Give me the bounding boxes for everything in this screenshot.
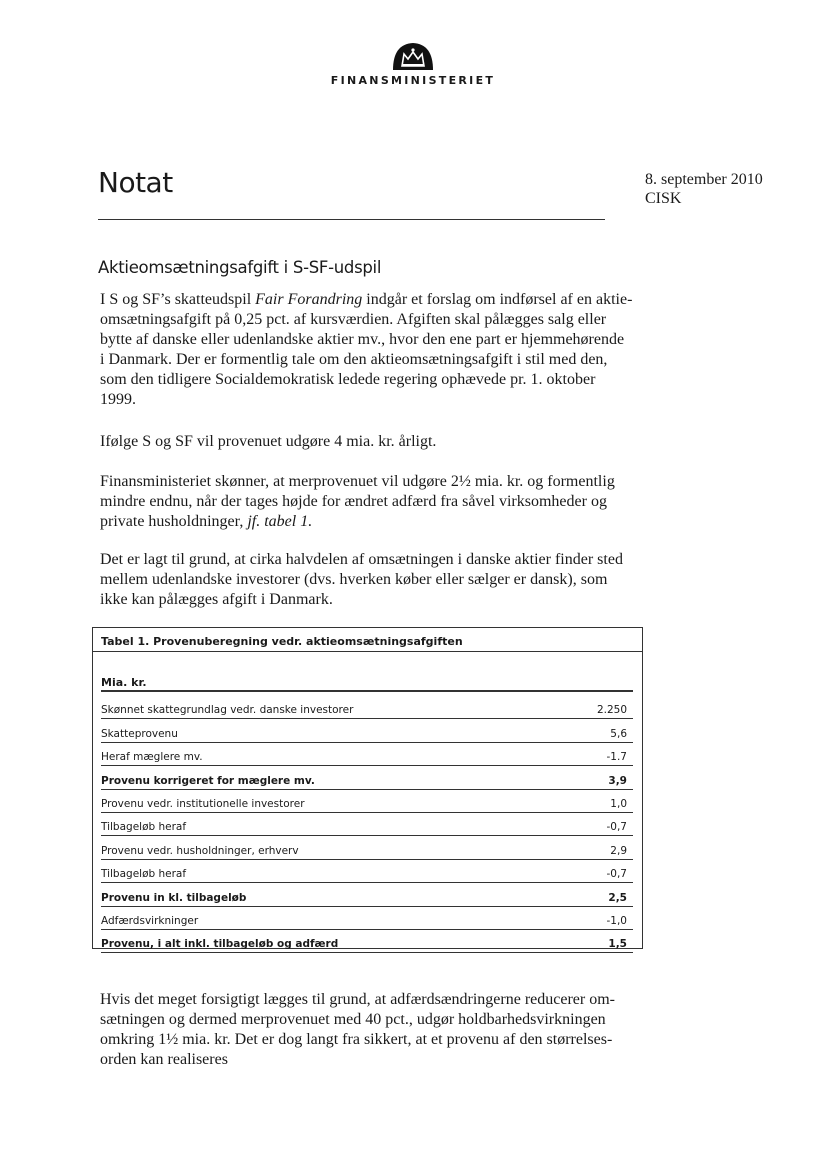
table-unit-divider — [101, 690, 633, 692]
paragraph-line: mindre endnu, når der tages højde for ændret adfærd fra såvel virksomheder og — [100, 493, 607, 510]
paragraph-5 — [100, 990, 640, 1070]
table-row-label: Tilbageløb heraf — [101, 821, 187, 834]
table-row-value: 1,0 — [610, 797, 627, 810]
table-row-value: -0,7 — [606, 821, 627, 834]
table-row-value: -1,0 — [606, 914, 627, 927]
table-row — [101, 930, 633, 953]
paragraph-line: orden kan realiseres — [100, 1051, 228, 1068]
paragraph-line: 1999. — [100, 391, 136, 408]
paragraph-line: mellem udenlandske investorer (dvs. hverken køber eller sælger er dansk), som — [100, 571, 608, 588]
table-row-value: 2.250 — [596, 704, 627, 717]
paragraph-line: Det er lagt til grund, at cirka halvdelen af omsætningen i danske aktier finder sted — [100, 551, 623, 568]
paragraph-line: som den tidligere Socialdemokratisk ledede regering ophævede pr. 1. oktober — [100, 371, 596, 388]
paragraph-line: Ifølge S og SF vil provenuet udgøre 4 mia. kr. årligt. — [100, 433, 437, 450]
table-rows — [101, 696, 633, 953]
crown-icon — [391, 40, 435, 72]
table-row — [101, 860, 633, 883]
paragraph-line: private husholdninger, jf. tabel 1. — [100, 513, 313, 530]
table-row — [101, 743, 633, 766]
table-row-value: 2,9 — [610, 844, 627, 857]
table-row-value: -1.7 — [606, 751, 627, 764]
ministry-logo — [0, 40, 826, 87]
table-row-label: Provenu, i alt inkl. tilbageløb og adfærd — [101, 938, 339, 951]
paragraph-line: Finansministeriet skønner, at merprovenuet vil udgøre 2½ mia. kr. og formentlig — [100, 473, 615, 490]
revenue-table — [92, 627, 643, 949]
table-row-label: Adfærdsvirkninger — [101, 914, 199, 927]
title-divider — [98, 219, 605, 220]
table-row-value: 1,5 — [608, 938, 627, 951]
paragraph-2 — [100, 432, 640, 452]
document-initials: CISK — [645, 190, 682, 207]
table-row — [101, 836, 633, 859]
document-date: 8. september 2010 — [645, 171, 763, 188]
paragraph-3 — [100, 472, 640, 532]
paragraph-1 — [100, 290, 640, 410]
table-row-label: Skønnet skattegrundlag vedr. danske investorer — [101, 704, 354, 717]
ministry-name: FINANSMINISTERIET — [330, 74, 496, 87]
table-row — [101, 790, 633, 813]
table-row-label: Provenu vedr. institutionelle investorer — [101, 797, 305, 810]
table-title-divider — [93, 651, 642, 652]
table-row-label: Tilbageløb heraf — [101, 868, 187, 881]
paragraph-4 — [100, 550, 640, 610]
table-row — [101, 719, 633, 742]
paragraph-line: Hvis det meget forsigtigt lægges til grund, at adfærdsændringerne reducerer om- — [100, 991, 615, 1008]
table-row — [101, 883, 633, 906]
table-row — [101, 813, 633, 836]
table-row-label: Provenu korrigeret for mæglere mv. — [101, 774, 315, 787]
paragraph-line: omkring 1½ mia. kr. Det er dog langt fra sikkert, at et provenu af den størrelses- — [100, 1031, 613, 1048]
section-heading: Aktieomsætningsafgift i S-SF-udspil — [98, 258, 382, 277]
document-title: Notat — [98, 166, 173, 199]
table-row — [101, 907, 633, 930]
table-unit: Mia. kr. — [101, 676, 147, 689]
paragraph-line: I S og SF’s skatteudspil Fair Forandring indgår et forslag om indførsel af en aktie- — [100, 291, 633, 308]
table-title: Tabel 1. Provenuberegning vedr. aktieomsætningsafgiften — [101, 635, 463, 648]
table-row-label: Skatteprovenu — [101, 727, 178, 740]
paragraph-line: sætningen og dermed merprovenuet med 40 pct., udgør holdbarhedsvirkningen — [100, 1011, 606, 1028]
paragraph-line: i Danmark. Der er formentlig tale om den aktieomsætningsafgift i stil med den, — [100, 351, 608, 368]
paragraph-line: ikke kan pålægges afgift i Danmark. — [100, 591, 333, 608]
table-row-value: 2,5 — [608, 891, 627, 904]
table-row-value: 3,9 — [608, 774, 627, 787]
paragraph-line: bytte af danske eller udenlandske aktier mv., hvor den ene part er hjemmehørende — [100, 331, 625, 348]
table-row — [101, 766, 633, 789]
table-row-value: 5,6 — [610, 727, 627, 740]
table-row-value: -0,7 — [606, 868, 627, 881]
document-meta — [645, 170, 763, 208]
table-row-label: Provenu in kl. tilbageløb — [101, 891, 247, 904]
paragraph-line: omsætningsafgift på 0,25 pct. af kursværdien. Afgiften skal pålægges salg eller — [100, 311, 607, 328]
table-row-label: Provenu vedr. husholdninger, erhverv — [101, 844, 299, 857]
table-row-label: Heraf mæglere mv. — [101, 751, 203, 764]
table-row — [101, 696, 633, 719]
